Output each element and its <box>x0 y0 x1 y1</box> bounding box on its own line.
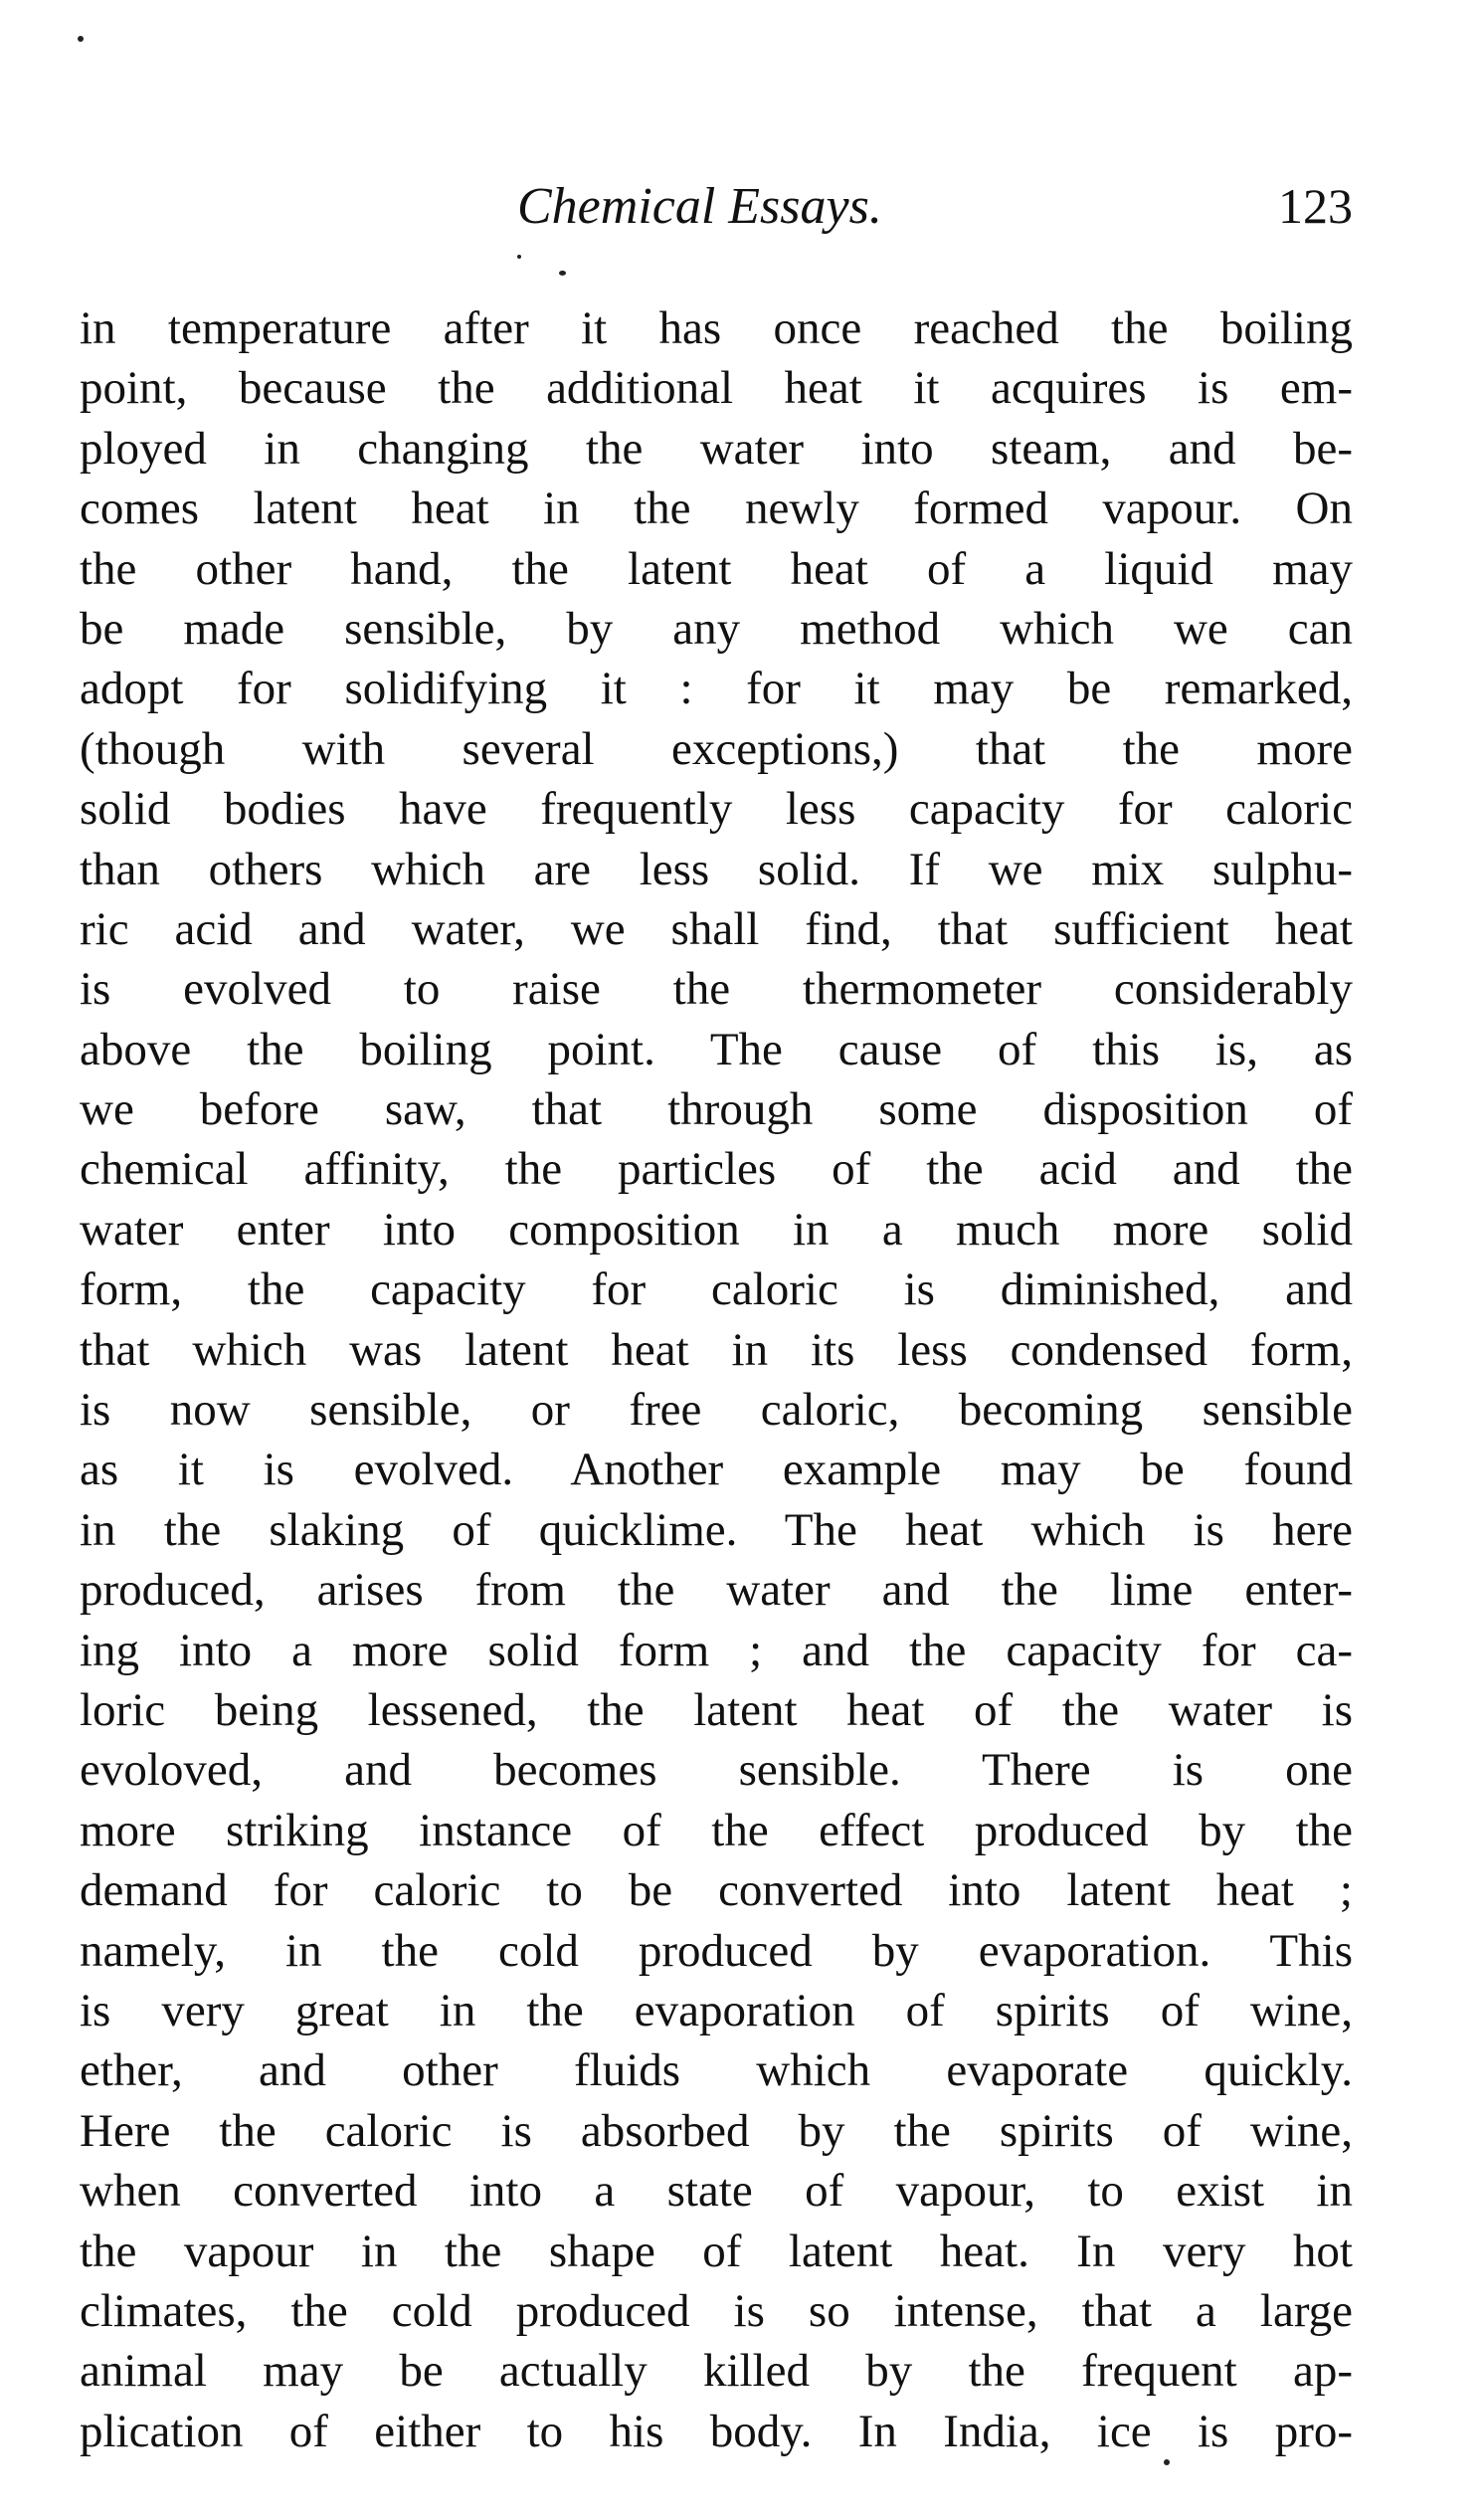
text-line: ether, and other fluids which evaporate quickly. <box>80 2044 1353 2097</box>
text-line: water enter into composition in a much more solid <box>80 1203 1353 1256</box>
text-line: plication of either to his body. In India, ice is pro- <box>80 2405 1353 2457</box>
text-line: climates, the cold produced is so intense, that a large <box>80 2284 1353 2337</box>
text-line: ing into a more solid form ; and the capacity for ca- <box>80 1624 1353 1676</box>
specks <box>559 271 566 276</box>
text-line: is very great in the evaporation of spirits of wine, <box>80 1984 1353 2036</box>
text-line: ric acid and water, we shall find, that sufficient heat <box>80 902 1353 955</box>
running-head <box>517 177 1353 247</box>
text-line: as it is evolved. Another example may be found <box>80 1444 1353 1496</box>
text-line: when converted into a state of vapour, to exist in <box>80 2165 1353 2218</box>
text-line: we before saw, that through some disposition of <box>80 1083 1353 1136</box>
text-line: animal may be actually killed by the frequent ap- <box>80 2345 1353 2398</box>
text-line: point, because the additional heat it acquires is em- <box>80 362 1353 415</box>
text-line: form, the capacity for caloric is diminished, and <box>80 1263 1353 1316</box>
text-line: comes latent heat in the newly formed vapour. On <box>80 483 1353 535</box>
page-number: 123 <box>1278 178 1353 234</box>
text-line: demand for caloric to be converted into latent heat ; <box>80 1864 1353 1917</box>
text-line: is evolved to raise the thermometer considerably <box>80 963 1353 1016</box>
text-line: than others which are less solid. If we mix sulphu- <box>80 843 1353 895</box>
text-line: solid bodies have frequently less capacity for caloric <box>80 783 1353 836</box>
text-line: adopt for solidifying it : for it may be remarked, <box>80 663 1353 715</box>
running-title: Chemical Essays. <box>517 178 882 235</box>
text-line: evoloved, and becomes sensible. There is one <box>80 1744 1353 1797</box>
body-text <box>80 298 1353 2461</box>
text-line: be made sensible, by any method which we can <box>80 602 1353 655</box>
text-line: in temperature after it has once reached the boiling <box>80 302 1353 354</box>
text-line: above the boiling point. The cause of this is, as <box>80 1023 1353 1075</box>
text-line: that which was latent heat in its less condensed form, <box>80 1323 1353 1376</box>
text-line: more striking instance of the effect produced by the <box>80 1804 1353 1856</box>
text-line: loric being lessened, the latent heat of the water is <box>80 1683 1353 1736</box>
specks <box>78 36 84 42</box>
text-line: in the slaking of quicklime. The heat which is here <box>80 1503 1353 1556</box>
specks <box>517 255 521 259</box>
text-line: the other hand, the latent heat of a liquid may <box>80 542 1353 595</box>
text-line: (though with several exceptions,) that the more <box>80 722 1353 775</box>
text-line: namely, in the cold produced by evaporation. This <box>80 1924 1353 1977</box>
text-line: chemical affinity, the particles of the acid and the <box>80 1143 1353 1196</box>
text-line: the vapour in the shape of latent heat. In very hot <box>80 2225 1353 2277</box>
text-line: Here the caloric is absorbed by the spirits of wine, <box>80 2104 1353 2157</box>
text-line: produced, arises from the water and the lime enter- <box>80 1564 1353 1617</box>
text-line: is now sensible, or free caloric, becoming sensible <box>80 1384 1353 1437</box>
text-line: ployed in changing the water into steam, and be- <box>80 422 1353 475</box>
